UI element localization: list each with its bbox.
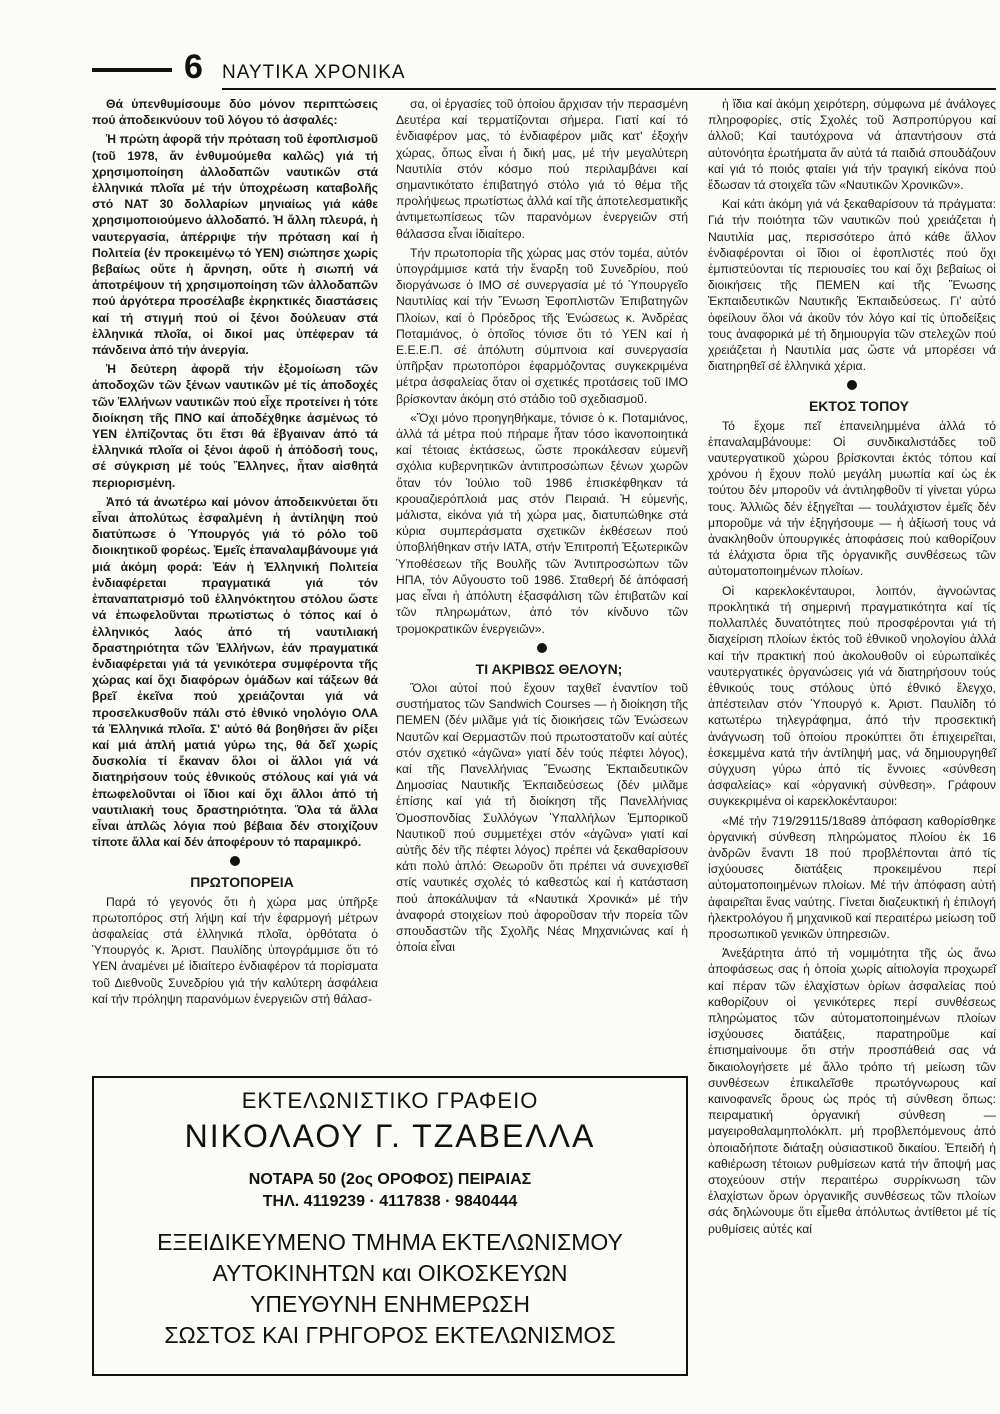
- page-number: 6: [184, 48, 203, 86]
- column-3: [708, 96, 996, 1236]
- section-heading: ΤΙ ΑΚΡΙΒΩΣ ΘΕΛΟΥΝ;: [475, 660, 623, 677]
- column-2: [396, 96, 688, 958]
- ad-service-line: ΑΥΤΟΚΙΝΗΤΩΝ και ΟΙΚΟΣΚΕΥΩΝ: [212, 1260, 568, 1286]
- col3-paragraph: Ἀνεξάρτητα ἀπό τή νομιμότητα τῆς ὡς ἄνω ἀποφάσεως σας ἡ ὁποία χωρίς αἰτιολογία προχωρεῖ καί πέραν τῶν ἐλαχίστων ὁρίων ἀσφαλείας πού καθορίζουν οἱ γενικότερες περί συνθέσεως πληρώματος τῶν αὐτοματοποιημένων πλοίων ἰσχύουσες διατάξεις, παρατηροῦμε καί ἐπισημαίνουμε ὅτι στήν προσπάθειά σας νά δικαιολογήσετε μέ ἄλλο τρόπο τή μείωση τῶν συνθέσεων ἐπικαλεῖσθε πρωτόγνωρους καί καινοφανεῖς ὅρους ὡς πρός τή σύνθεση ὅπως: πειραματική ὀργανική σύνθεση — μαγειροθαλαμηπολόκλπ. μή προβλεπόμενους ἀπό ὁποιαδήποτε διάταξη οὐσιαστικοῦ δικαίου. Ἐπειδή ἡ καθιέρωση τέτοιων ρυθμίσεων κατά τήν ἄποψή μας στοχεύουν στήν περαιτέρω συρρίκνωση τῶν ἐλαχίστων ὅρων ὀργανικῆς συνθέσεως τῶν πλοίων σάς δηλώνουμε ὅτι εἶμεθα ἀπόλυτως ἀντίθετοι μέ τίς ρυθμίσεις αὐτές καί: [708, 946, 996, 1236]
- section-heading: ΕΚΤΟΣ ΤΟΠΟΥ: [808, 398, 910, 415]
- ad-service-line: ΣΩΣΤΟΣ ΚΑΙ ΓΡΗΓΟΡΟΣ ΕΚΤΕΛΩΝΙΣΜΟΣ: [164, 1322, 616, 1348]
- page-header: [92, 48, 996, 92]
- customs-office-advertisement: [92, 1076, 688, 1376]
- col3-paragraph: «Μέ τήν 719/29115/18α89 ἀπόφαση καθορίσθηκε ὀργανική σύνθεση πληρώματος πλοίου ἐκ 16 ἀνδρῶν ἔναντι 18 πού προβλέπονται ἀπό τίς ἰσχύουσες διατάξεις προκειμένου περί αὐτοματοποιημένων πλοίων. Μέ τήν ἀπόφαση αὐτή ἀφαιρεῖται ἕνας ναύτης. Γίνεται διαζευκτική ἡ ἐπιλογή ἠλεκτρολόγου ἤ μηχανικοῦ καί περαιτέρω μείωση τοῦ προσωπικοῦ γενικῶν ὑπηρεσιῶν.: [708, 813, 996, 941]
- section-heading: ΠΡΩΤΟΠΟΡΕΙΑ: [190, 874, 294, 891]
- col3-paragraph: Οἱ καρεκλοκένταυροι, λοιπόν, ἀγνοώντας προκλητικά τή σημερινή πραγματικότητα καί τίς πολλαπλές δυνατότητες πού προσφέρονται γιά τή διαχείριση πλοίων ἐκτός τοῦ ἐθνικοῦ νηολογίου ἀλλά καί τήν πρακτική πού ἀκολουθοῦν οἱ εὐρωπαϊκές ναυτεργατικές ὀργανώσεις γιά νά διατηρήσουν τούς ἐθνικούς τους στόλους ὑπό ἐθνικό ἔλεγχο, ἀπέστειλαν στόν Ὑπουργό κ. Ἀριστ. Παυλίδη τό κατωτέρω τηλεγράφημα, ἀπό τήν προσεκτική ἀνάγνωση τοῦ ὁποίου προκύπτει ὅτι ἐπιχειρεῖται, ἐσκεμμένα κατά τήν ἀντίληψή μας, νά δημιουργηθεῖ σύγχυση γύρω ἀπό τίς ἔννοιες «σύνθεση ἀσφαλείας» καί «ὀργανική σύνθεση». Γράφουν συγκεκριμένα οἱ καρεκλοκένταυροι:: [708, 583, 996, 809]
- header-rule-right: [222, 88, 996, 90]
- ad-service-line: ΕΞΕΙΔΙΚΕΥΜΕΝΟ ΤΜΗΜΑ ΕΚΤΕΛΩΝΙΣΜΟΥ: [157, 1229, 623, 1255]
- ad-office-name: ΝΙΚΟΛΑΟΥ Γ. ΤΖΑΒΕΛΛΑ: [184, 1118, 596, 1154]
- col1-paragraph: Ἡ πρώτη ἀφορᾶ τήν πρόταση τοῦ ἐφοπλισμοῦ (τοῦ 1978, ἄν ἐνθυμούμεθα καλῶς) γιά τή χρησιμοποίηση ἀλλοδαπῶν ναυτικῶν στά ἑλληνικά πλοῖα μέ τήν ὑποχρέωση καταβολῆς στό ΝΑΤ 30 δολλαρίων μηνιαίως γιά κάθε χρησιμοποιούμενο ἀλλοδαπό. Ἡ ἄλλη πλευρά, ἡ ναυτεργασία, ἀπέρριψε τήν πρόταση καί ἡ Πολιτεία (ἐν προκειμένῳ τό ΥΕΝ) σιώπησε χωρίς βεβαίως οὔτε ἡ ἄρνηση, οὔτε ἡ σιωπή νά ἀποτρέψουν τή χρησιμοποίηση τῶν ἀλλοδαπῶν πού ἀργότερα προσέλαβε ἐκρηκτικές διαστάσεις καί τή στιγμή πού οἱ ξένοι δούλευαν στά ἑλληνικά πλοῖα, οἱ δικοί μας ὑπέφεραν τά πάνδεινα ἀπό τήν ἀνεργία.: [92, 132, 378, 358]
- col1-paragraph: Θά ὑπενθυμίσουμε δύο μόνον περιπτώσεις πού ἀποδεικνύουν τοῦ λόγου τό ἀσφαλές:: [92, 97, 378, 128]
- ad-office-type: ΕΚΤΕΛΩΝΙΣΤΙΚΟ ΓΡΑΦΕΙΟ: [241, 1088, 539, 1113]
- col1-paragraph: Ἀπό τά ἀνωτέρω καί μόνον ἀποδεικνύεται ὅτι εἶναι ἀπολύτως ἐσφαλμένη ἡ ἀντίληψη πού διατύπωσε ὁ Ὑπουργός γιά τό ρόλο τοῦ διοικητικοῦ φορέως. Ἐμεῖς ἐπαναλαμβάνουμε γιά μιά ἀκόμη φορά: Ἐάν ἡ Ἑλληνική Πολιτεία ἐνδιαφέρεται πραγματικά γιά τόν ἐπαναπατρισμό τοῦ ἑλληνόκτητου στόλου ὥστε νά ἐπωφελοῦνται πρωτίστως ὁ τόπος καί ὁ ἑλληνικός λαός ἀπό τή ναυτιλιακή δραστηριότητα τῶν Ἑλλήνων, ἐάν πραγματικά ἐνδιαφέρεται γιά τά γενικότερα συμφέροντα τῆς χώρας καί ὄχι διαφόρων ὁμάδων καί τάξεων θά βρεῖ ἐκεῖνα πού χρειάζονται γιά νά προσελκυσθοῦν πάλι στό ἐθνικό νηολόγιο ΟΛΑ τά Ἑλληνικά πλοῖα. Σ' αὐτό θά βοηθήσει ἄν ρίξει καί μιά ἁπλή ματιά γύρω της, θά δεῖ χωρίς δυσκολία τί ἔκαναν ὅλοι οἱ ἄλλοι γιά νά διατηρήσουν τούς ἐθνικούς στόλους καί γιά νά ἐπωφελοῦνται οἱ ἴδιοι καί ὄχι ἄλλοι ἀπό τή ναυτιλιακή τους δραστηριότητα. Ὅλα τά ἄλλα εἶναι ἁπλῶς λόγια πού βέβαια δέν στοιχίζουν τίποτε ἄλλα καί δέν ἀποφέρουν τό παραμικρό.: [92, 494, 378, 850]
- col2-paragraph: Ὅλοι αὐτοί πού ἔχουν ταχθεῖ ἐναντίον τοῦ συστήματος τῶν Sandwich Courses — ἡ διοίκηση τῆς ΠΕΜΕΝ (δέν μιλᾶμε γιά τίς διοικήσεις τῶν Ἑνώσεων Ναυτῶν καί Θερμαστῶν πού πρωτοστατοῦν καί αὐτές στόν σχετικό «ἀγῶνα» γιατί δέν τούς πέφτει λόγος), καί τῆς Πανελλήνιας Ἕνωσης Ἐκπαιδευτικῶν Δημοσίας Ναυτικῆς Ἐκπαιδεύσεως (δέν μιλᾶμε ἐπίσης καί γιά τή διοίκηση τῆς Πανελλήνιας Ὁμοσπονδίας Συλλόγων Ὑπαλλήλων Ἐμπορικοῦ Ναυτικοῦ πού συμμετέχει στόν «ἀγῶνα» γιατί καί αὐτῆς δέν τῆς πέφτει λόγος) πρέπει νά ξεκαθαρίσουν κάτι πολύ ἁπλό: Θεωροῦν ὅτι πρέπει νά συνεχισθεῖ στίς ναυτικές σχολές τό καθεστώς καί ἡ κατάσταση πού ἀποκάλυψαν τά «Ναυτικά Χρονικά» μέ τήν ἀναφορά στοιχείων πού ἀφοροῦσαν τήν πορεία τῶν σπουδαστῶν τῆς Σχολῆς Νέας Μηχανιώνας καί ἡ ὁποία εἶναι: [396, 680, 688, 955]
- col1-paragraph: Παρά τό γεγονός ὅτι ἡ χώρα μας ὑπῆρξε πρωτοπόρος στή λήψη καί τήν ἐφαρμογή μέτρων ἀσφαλείας στά ἑλληνικά πλοῖα, ὀρθότατα ὁ Ὑπουργός κ. Ἀριστ. Παυλίδης ὑπογράμμισε ὅτι τό ΥΕΝ ἀναμένει μέ ἰδιαίτερο ἐνδιαφέρον τά πορίσματα τοῦ Διεθνοῦς Συνεδρίου γιά τήν καλύτερη ἀσφάλεια καί τήν πρόληψη παρανόμων ἐνεργειῶν στή θάλασ-: [92, 894, 378, 1006]
- publication-title: ΝΑΥΤΙΚΑ ΧΡΟΝΙΚΑ: [222, 62, 406, 83]
- header-rule-left: [92, 68, 172, 72]
- col3-paragraph: Τό ἔχομε πεῖ ἐπανειλημμένα ἀλλά τό ἐπαναλαμβάνουμε: Οἱ συνδικαλιστάδες τοῦ ναυτεργατικοῦ χώρου βρίσκονται ἐκτός τόπου καί χρόνου ἡ ἔχουν πολύ μεγάλη μυωπία καί ὡς ἐκ τούτου δέν μποροῦν νά ἀντιληφθοῦν τί γίνεται γύρω τους. Ἀλλιῶς δέν ἐξηγεῖται — τουλάχιστον ἐμεῖς δέν μποροῦμε νά τήν ἐξηγήσουμε — ἡ ἀξίωσή τους νά ἀνακληθοῦν ὑπουργικές ἀποφάσεις πού καθορίζουν τά ἐλάχιστα ὅρια τῆς ὀργανικῆς συνθέσεως τῶν αὐτοματοποιημένων πλοίων.: [708, 418, 996, 579]
- col3-paragraph: Καί κάτι ἀκόμη γιά νά ξεκαθαρίσουν τά πράγματα: Γιά τήν ποιότητα τῶν ναυτικῶν πού χρειάζεται ἡ Ναυτιλία μας, περισσότερο ἀπό κάθε ἄλλον ἐνδιαφέρονται οἱ ἴδιοι οἱ ἐφοπλιστές πού ὄχι ἐμπιστεύονται τίς περιουσίες του καί ὄχι βεβαίως οἱ διοικήσεις τῆς ΠΕΜΕΝ καί τῆς Ἕνωσης Ἐκπαιδευτικῶν Ναυτικῆς Ἐκπαιδεύσεως. Γι' αὐτό ὀφείλουν ὅλοι νά ἀκοῦν τόν λόγο καί τίς ὑποδείξεις τους ἀναφορικά μέ τή δημιουργία τῶν στελεχῶν πού χρειάζεται ἡ Ναυτιλία μας ὥστε νά μπορέσει νά διατηρηθεῖ σέ ἑλληνικά χέρια.: [708, 197, 996, 374]
- ad-phones: ΤΗΛ. 4119239 · 4117838 · 9840444: [262, 1193, 518, 1210]
- section-bullet: [230, 856, 240, 866]
- ad-service-line: ΥΠΕΥΘΥΝΗ ΕΝΗΜΕΡΩΣΗ: [250, 1291, 530, 1317]
- col2-paragraph: σα, οἱ ἐργασίες τοῦ ὁποίου ἄρχισαν τήν περασμένη Δευτέρα καί τερματίζονται σήμερα. Γιατί καί τό ἐνδιαφέρον μας, τό ἐνδιαφέρον μιᾶς κατ' ἐξοχήν χώρας, ὅπως εἶναι ἡ δική μας, μέ τήν μεγαλύτερη Ναυτιλία στόν κόσμο πού περιλαμβάνει καί σημαντικότατο ἐπιβατηγό στόλο γιά τό θέμα τῆς προλήψεως πρωτίστως ἀλλά καί τῆς ἀποτελεσματικῆς ἀντιμετωπίσεως τῶν παρανόμων ἐνεργειῶν στή θάλασσα εἶναι ἰδιαίτερο.: [396, 97, 688, 241]
- col1-paragraph: Ἡ δεύτερη ἀφορᾶ τήν ἐξομοίωση τῶν ἀποδοχῶν τῶν ξένων ναυτικῶν μέ τίς ἀποδοχές τῶν Ἑλλήνων ναυτικῶν πού εἶχε προτείνει ἡ τότε διοίκηση τῆς ΠΝΟ καί ἀποδέχθηκε ἀσμένως τό ΥΕΝ ἐλπίζοντας ὅτι ἔτσι θά ἔβγαιναν ἀπό τά ἑλληνικά πλοῖα οἱ ξένοι ἀφοῦ ἡ ἀπόδοσή τους, σέ σύγκριση μέ τούς Ἕλληνες, ἦταν αἰσθητά περιορισμένη.: [92, 362, 378, 490]
- section-bullet: [847, 380, 857, 390]
- col2-paragraph: «Ὄχι μόνο προηγηθήκαμε, τόνισε ὁ κ. Ποταμιάνος, ἀλλά τά μέτρα πού πήραμε ἦταν τόσο ἱκανοποιητικά καί τέτοιας ἐκτάσεως, ὥστε προκάλεσαν εὐμενῆ σχόλια κυβερνητικῶν ἀντιπροσώπων ξένων χωρῶν ὅταν τόν Ἰούλιο τοῦ 1986 ἐπισκέφθηκαν τά κρουαζιερόπλοιά μας στόν Πειραιά. Ἡ εὐμενής, μάλιστα, εἰκόνα γιά τή χώρα μας, διατυπώθηκε στά κύρια συμπεράσματα σχετικῶν ἐκθέσεων πού ὑποβλήθηκαν στήν ΙΑΤΑ, στήν Ἐπιτροπή Ἐξωτερικῶν Ὑποθέσεων τῆς Βουλῆς τῶν Ἀντιπροσώπων τῶν ΗΠΑ, τόν Αὔγουστο τοῦ 1986. Σταθερή δέ ἀπόφασή μας εἶναι ἡ ἀπόλυτη ἐξασφάλιση τῶν ἐπιβατῶν καί τῶν πληρωμάτων, ἀπό τόν κίνδυνο τῶν τρομοκρατικῶν ἐνεργειῶν».: [396, 410, 688, 636]
- col2-paragraph: Τήν πρωτοπορία τῆς χώρας μας στόν τομέα, αὐτόν ὑπογράμμισε κατά τήν ἔναρξη τοῦ Συνεδρίου, πού διοργάνωσε ὁ ΙΜΟ σέ συνεργασία μέ τό Ὑπουργεῖο Ναυτιλίας καί τήν Ἕνωση Ἐφοπλιστῶν Ἐπιβατηγῶν Πλοίων, καί ὁ Πρόεδρος τῆς Ἑνώσεως κ. Ἀνδρέας Ποταμιάνος, ὁ ὁποῖος τόνισε ὅτι τό ΥΕΝ καί ἡ Ε.Ε.Ε.Π. σέ ἀπόλυτη σύμπνοια καί συνεργασία ὑπῆρξαν πρωτοπόροι ἐφαρμόζοντας συγκεκριμένα μέτρα ἀσφαλείας ὅταν οἱ σχετικές προτάσεις τοῦ ΙΜΟ βρίσκονταν ἀκόμη στό στάδιο τοῦ σχεδιασμοῦ.: [396, 245, 688, 406]
- section-bullet: [537, 643, 547, 653]
- ad-address: ΝΟΤΑΡΑ 50 (2ος ΟΡΟΦΟΣ) ΠΕΙΡΑΙΑΣ: [248, 1171, 532, 1188]
- col3-paragraph: ἡ ἴδια καί ἀκόμη χειρότερη, σύμφωνα μέ ἀνάλογες πληροφορίες, στίς Σχολές τοῦ Ἀσπροπύργου καί ἀλλοῦ; Καί ταυτόχρονα νά ἀπαντήσουν στά αὐτονόητα ἐρωτήματα ἄν αὐτά τά παιδιά σπουδάζουν καί γιά τό ποιός φταίει γιά τήν τραγική εἰκόνα πού ἔδωσαν τά στοιχεῖα τῶν «Ναυτικῶν Χρονικῶν».: [708, 97, 996, 193]
- column-1: [92, 96, 378, 1010]
